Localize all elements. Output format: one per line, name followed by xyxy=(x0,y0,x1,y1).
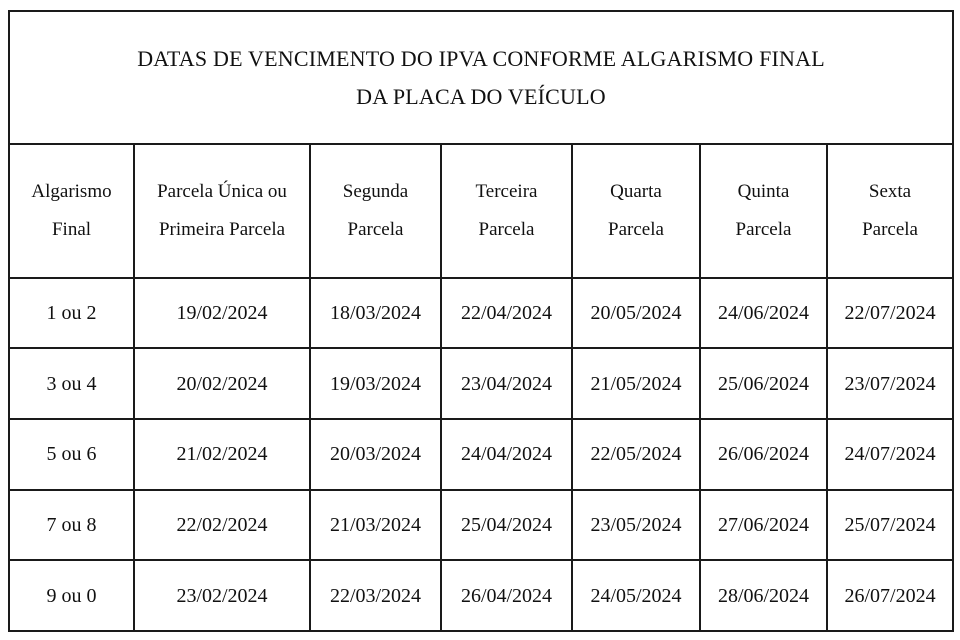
table-title xyxy=(9,11,953,144)
table-cell: 24/05/2024 xyxy=(572,560,700,631)
table-row xyxy=(9,348,953,419)
table-cell: 25/04/2024 xyxy=(441,490,572,561)
table-row xyxy=(9,560,953,631)
header-line: Algarismo xyxy=(31,180,112,202)
table-title-line-2: DA PLACA DO VEÍCULO xyxy=(356,83,606,109)
table-row xyxy=(9,278,953,349)
table-cell: 22/03/2024 xyxy=(310,560,441,631)
header-segunda-parcela xyxy=(310,144,441,277)
table-cell: 18/03/2024 xyxy=(310,278,441,349)
table-cell: 19/02/2024 xyxy=(134,278,310,349)
table-row xyxy=(9,419,953,490)
table-cell: 21/03/2024 xyxy=(310,490,441,561)
table-cell: 24/04/2024 xyxy=(441,419,572,490)
table-cell: 20/02/2024 xyxy=(134,348,310,419)
header-line: Parcela xyxy=(735,218,792,240)
header-line: Parcela Única ou xyxy=(157,180,287,202)
table-title-line-1: DATAS DE VENCIMENTO DO IPVA CONFORME ALGARISMO FINAL xyxy=(137,45,825,71)
table-cell: 21/02/2024 xyxy=(134,419,310,490)
table-cell: 19/03/2024 xyxy=(310,348,441,419)
table-cell: 5 ou 6 xyxy=(9,419,134,490)
table-cell: 22/05/2024 xyxy=(572,419,700,490)
table-cell: 23/02/2024 xyxy=(134,560,310,631)
ipva-due-dates-table xyxy=(8,10,954,632)
header-line: Quinta xyxy=(737,180,790,202)
header-line: Terceira xyxy=(475,180,538,202)
table-cell: 9 ou 0 xyxy=(9,560,134,631)
table-title-row xyxy=(9,11,953,144)
table-row xyxy=(9,490,953,561)
table-cell: 28/06/2024 xyxy=(700,560,827,631)
table-cell: 25/06/2024 xyxy=(700,348,827,419)
table-cell: 20/03/2024 xyxy=(310,419,441,490)
table-cell: 24/07/2024 xyxy=(827,419,953,490)
header-algarismo-final xyxy=(9,144,134,277)
header-line: Primeira Parcela xyxy=(158,218,286,240)
table-cell: 27/06/2024 xyxy=(700,490,827,561)
table-cell: 20/05/2024 xyxy=(572,278,700,349)
table-cell: 25/07/2024 xyxy=(827,490,953,561)
table-cell: 26/06/2024 xyxy=(700,419,827,490)
header-sexta-parcela xyxy=(827,144,953,277)
header-line: Sexta xyxy=(868,180,912,202)
header-line: Quarta xyxy=(610,180,662,202)
table-cell: 26/04/2024 xyxy=(441,560,572,631)
header-line: Parcela xyxy=(608,218,664,240)
table-cell: 1 ou 2 xyxy=(9,278,134,349)
table-cell: 23/07/2024 xyxy=(827,348,953,419)
header-terceira-parcela xyxy=(441,144,572,277)
table-header-row xyxy=(9,144,953,277)
table-cell: 7 ou 8 xyxy=(9,490,134,561)
header-line: Parcela xyxy=(347,218,404,240)
header-quinta-parcela xyxy=(700,144,827,277)
header-line: Final xyxy=(51,218,92,240)
header-quarta-parcela xyxy=(572,144,700,277)
header-line: Parcela xyxy=(478,218,535,240)
table-cell: 26/07/2024 xyxy=(827,560,953,631)
table-cell: 22/07/2024 xyxy=(827,278,953,349)
table-cell: 22/02/2024 xyxy=(134,490,310,561)
table-cell: 21/05/2024 xyxy=(572,348,700,419)
table-cell: 24/06/2024 xyxy=(700,278,827,349)
header-line: Segunda xyxy=(342,180,409,202)
header-line: Parcela xyxy=(862,218,918,240)
table-cell: 3 ou 4 xyxy=(9,348,134,419)
table-cell: 23/04/2024 xyxy=(441,348,572,419)
header-parcela-unica xyxy=(134,144,310,277)
table-cell: 22/04/2024 xyxy=(441,278,572,349)
table-cell: 23/05/2024 xyxy=(572,490,700,561)
